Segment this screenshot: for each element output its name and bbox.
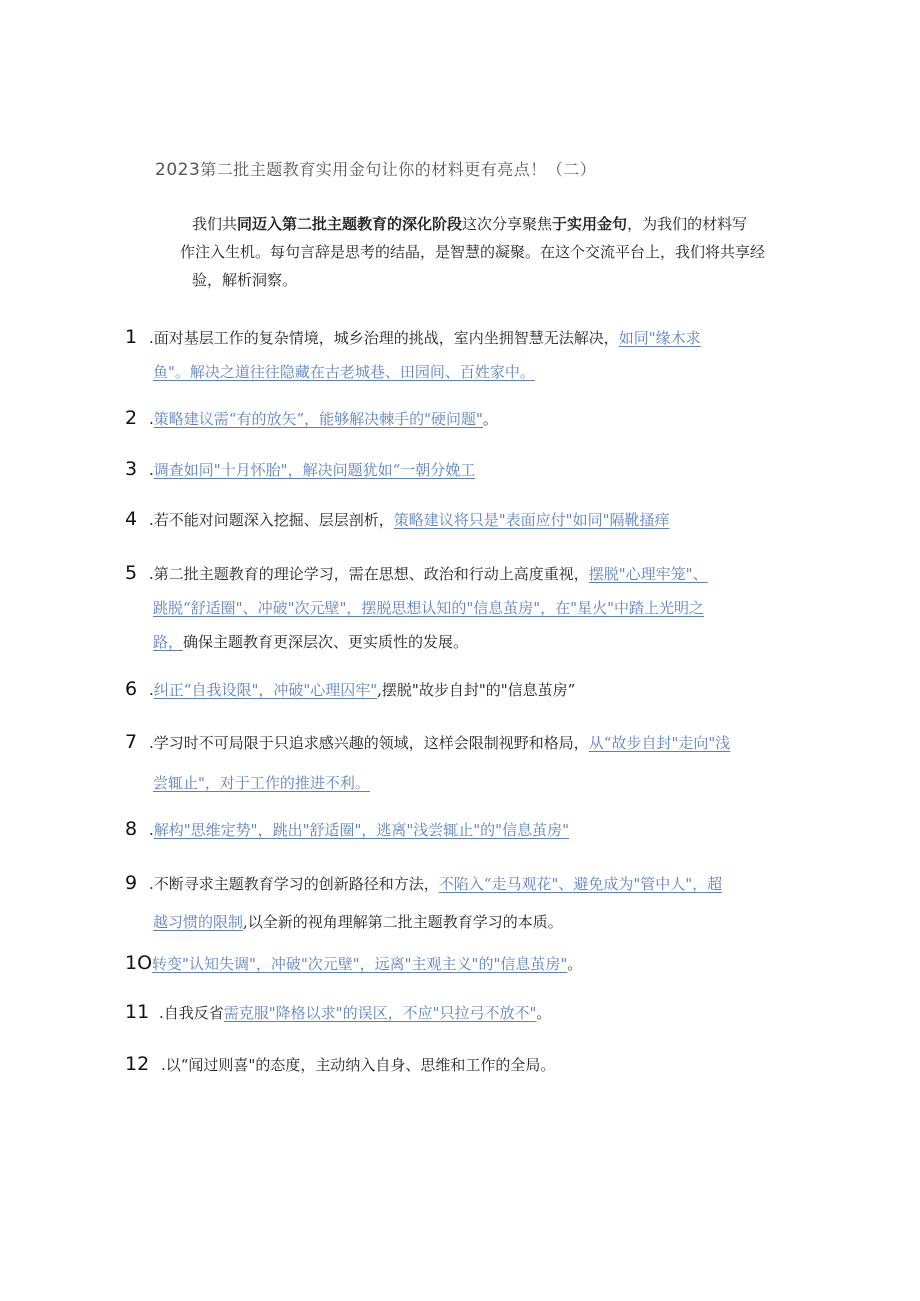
item-text: ,摆脱"故步自封"的"信息茧房”: [377, 681, 576, 699]
item-text: .: [149, 410, 154, 428]
intro-line-1: [180, 210, 780, 238]
item-link[interactable]: 从“故步自封"走向"浅: [588, 734, 731, 752]
item-link[interactable]: 策略建议将只是"表面应付"如同"隔靴搔痒: [393, 511, 670, 529]
intro-text: 这次分享聚焦: [462, 215, 553, 233]
intro-text: 我们共: [192, 215, 238, 233]
list-item: [125, 454, 765, 485]
item-text: .: [149, 821, 154, 839]
item-link[interactable]: 解构"思维定势"，跳出"舒适圈"，逃离"浅尝辄止"的"信息茧房": [153, 821, 569, 839]
item-number: 1: [125, 326, 138, 348]
item-text: 。: [482, 410, 498, 428]
list-item: [125, 674, 765, 705]
list-item: [125, 864, 765, 941]
item-text: .以“闻过则喜"的态度，主动纳入自身、思维和工作的全局。: [161, 1056, 556, 1074]
item-text: .面对基层工作的复杂情境，城乡治理的挑战，室内坐拥智慧无法解决，: [149, 329, 619, 347]
item-text: .自我反省: [159, 1004, 224, 1022]
list-item: [125, 814, 765, 845]
item-number: 3: [125, 458, 138, 480]
item-number: 7: [125, 731, 138, 753]
item-link[interactable]: 跳脱“舒适圈"、冲破"次元壁"，摆脱思想认知的"信息茧房"，在"星火"中踏上光明之: [153, 599, 704, 617]
item-number: 5: [125, 562, 138, 584]
item-link[interactable]: 如同"缘木求: [618, 329, 701, 347]
item-number: 4: [125, 508, 138, 530]
item-text: .不断寻求主题教育学习的创新路径和方法，: [149, 875, 439, 893]
list-item: [125, 504, 765, 535]
item-number: 12: [125, 1053, 150, 1075]
item-link[interactable]: 不陷入“走马观花"、避免成为"管中人"，超: [438, 875, 723, 893]
title-text: 第二批主题教育实用金句让你的材料更有亮点！（二）: [200, 160, 597, 179]
item-number: 2: [125, 407, 138, 429]
intro-text: ，为我们的材料写: [627, 215, 748, 233]
intro-paragraph: [180, 210, 780, 294]
list-item: [125, 997, 765, 1028]
list-item: [125, 403, 765, 434]
item-text: .若不能对问题深入挖掘、层层剖析，: [149, 511, 394, 529]
item-text: .: [149, 681, 154, 699]
item-link[interactable]: 策略建议需“有的放矢”，能够解决棘手的"硬问题": [153, 410, 483, 428]
document-title: [155, 157, 596, 180]
item-text: .: [149, 461, 154, 479]
list-item: [125, 722, 765, 803]
item-text: .学习时不可局限于只追求感兴趣的领域，这样会限制视野和格局，: [149, 734, 589, 752]
item-link[interactable]: 需克服"降格以求"的误区，不应"只拉弓不放不": [223, 1004, 537, 1022]
item-number: 8: [125, 818, 138, 840]
list-item: [125, 948, 765, 979]
intro-line-3: 验，解析洞察。: [192, 271, 298, 289]
intro-bold: 于实用金句: [552, 215, 628, 233]
item-number: 1O: [125, 952, 153, 974]
item-link[interactable]: 转变"认知失调"，冲破"次元壁"，远离"主观主义"的"信息茧房": [152, 955, 568, 973]
list-item: [125, 320, 765, 389]
intro-line-2: 作注入生机。每句言辞是思考的结晶，是智慧的凝聚。在这个交流平台上，我们将共享经: [180, 243, 766, 261]
item-text: 。: [536, 1004, 552, 1022]
item-number: 11: [125, 1001, 150, 1023]
item-link[interactable]: 调查如同"十月怀胎"，解决问题犹如“一朝分娩工: [153, 461, 476, 479]
item-text: 。: [567, 955, 583, 973]
title-year: 2023: [155, 160, 201, 180]
item-text: .第二批主题教育的理论学习，需在思想、政治和行动上高度重视，: [149, 565, 589, 583]
item-link[interactable]: 尝辄止"，对于工作的推进不利。: [153, 774, 370, 792]
item-link[interactable]: 路，: [153, 633, 184, 651]
item-text: 确保主题教育更深层次、更实质性的发展。: [183, 633, 469, 651]
item-link[interactable]: 摆脱"心理牢笼"、: [588, 565, 708, 583]
item-link[interactable]: 越习惯的限制: [153, 913, 244, 931]
intro-bold: 同迈入第二批主题教育的深化阶段: [237, 215, 463, 233]
item-number: 6: [125, 678, 138, 700]
item-link[interactable]: 鱼"。解决之道往往隐藏在古老城巷、田园间、百姓家中。: [153, 363, 535, 381]
list-item: [125, 556, 765, 659]
item-text: ,以全新的视角理解第二批主题教育学习的本质。: [243, 913, 563, 931]
item-link[interactable]: 纠正“自我设限"，冲破"心理囚牢": [153, 681, 378, 699]
item-number: 9: [125, 872, 138, 894]
list-item: [125, 1049, 765, 1080]
